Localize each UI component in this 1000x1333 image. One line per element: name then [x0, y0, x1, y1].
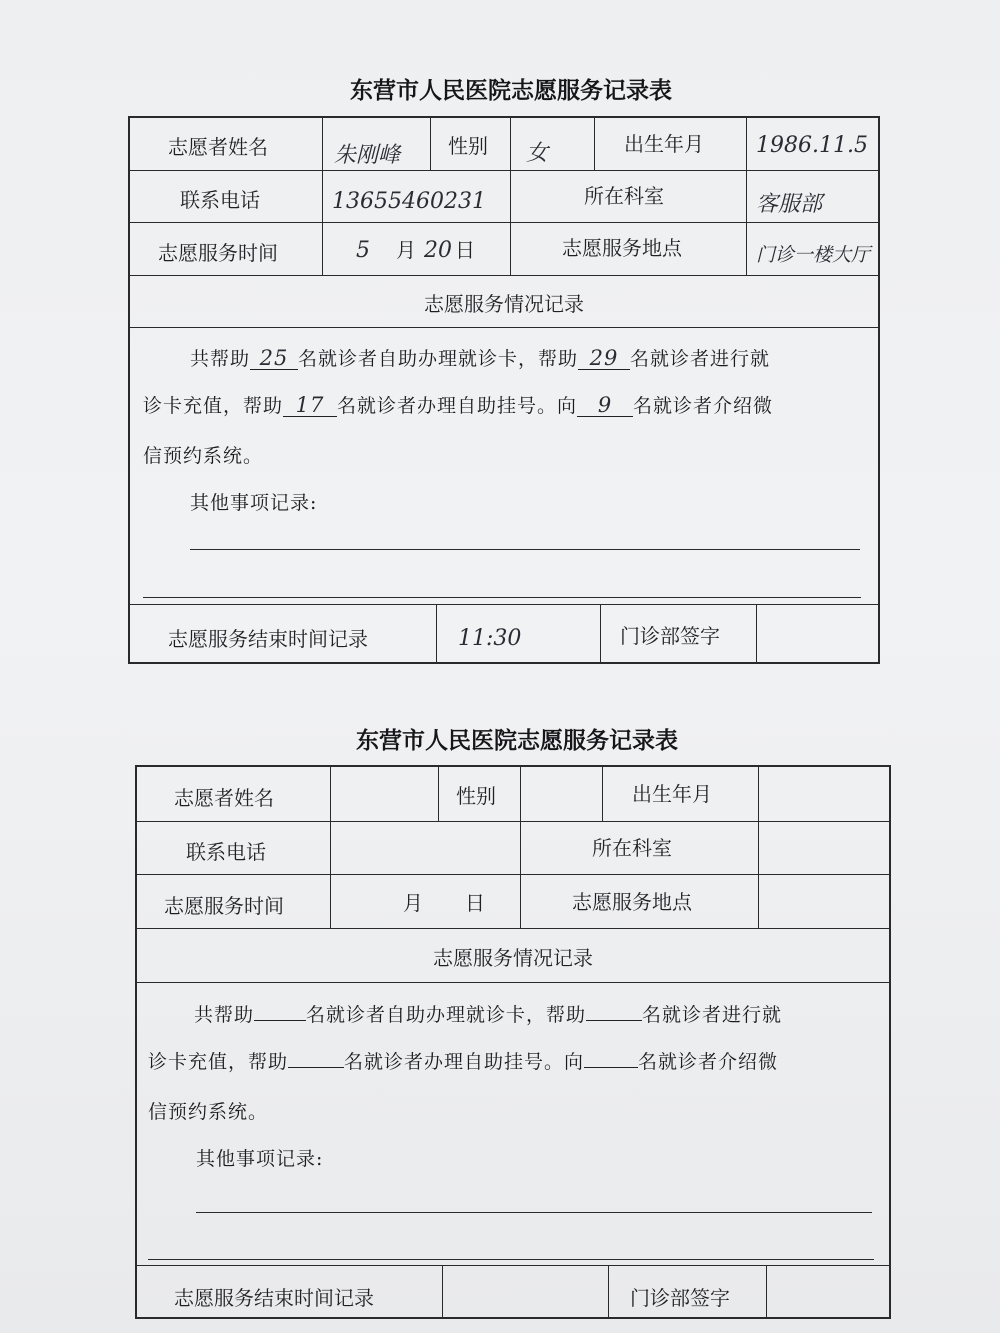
grid-line [756, 604, 757, 663]
label-day: 日 [455, 238, 475, 262]
grid-line [129, 604, 879, 605]
grid-line [136, 982, 890, 983]
value-service-place[interactable]: 门诊一楼大厅 [756, 244, 871, 266]
record-line-2 [143, 391, 773, 418]
grid-line [322, 117, 323, 275]
count-wechat-intro[interactable]: 9 [577, 394, 633, 417]
label-signature: 门诊部签字 [630, 1286, 730, 1310]
label-signature: 门诊部签字 [620, 624, 720, 648]
label-gender: 性别 [448, 134, 488, 158]
record-text: 名就诊者进行就 [630, 348, 771, 370]
grid-line [746, 117, 747, 275]
grid-line [430, 117, 431, 170]
other-notes-line-2[interactable] [148, 1259, 874, 1260]
record-line-3: 信预约系统。 [143, 445, 264, 467]
record-text: 名就诊者自助办理就诊卡，帮助 [298, 348, 579, 370]
label-service-time: 志愿服务时间 [158, 241, 278, 265]
value-gender[interactable]: 女 [526, 141, 549, 166]
count-card-recharge[interactable]: 29 [578, 347, 630, 370]
grid-line [600, 604, 601, 663]
other-notes-line-2[interactable] [143, 597, 861, 598]
record-text: 共帮助 [190, 348, 251, 370]
grid-line [442, 1265, 443, 1319]
label-birth-date: 出生年月 [632, 782, 712, 806]
record-line-2 [148, 1047, 778, 1074]
label-record-header: 志愿服务情况记录 [424, 292, 584, 316]
grid-line [136, 874, 890, 875]
grid-line [520, 766, 521, 928]
record-text: 共帮助 [194, 1004, 255, 1026]
count-card-recharge[interactable] [586, 1020, 642, 1021]
grid-line [129, 275, 879, 276]
form-title: 东营市人民医院志愿服务记录表 [350, 77, 672, 104]
value-day[interactable]: 20 [424, 238, 452, 263]
grid-line [758, 766, 759, 928]
grid-line [129, 170, 879, 171]
grid-line [436, 604, 437, 663]
other-notes-line-1[interactable] [196, 1212, 872, 1213]
grid-line [129, 222, 879, 223]
count-self-card[interactable]: 25 [250, 347, 298, 370]
label-record-header: 志愿服务情况记录 [433, 946, 593, 970]
grid-line [136, 821, 890, 822]
label-birth-date: 出生年月 [624, 132, 704, 156]
label-end-time: 志愿服务结束时间记录 [168, 627, 368, 651]
grid-line [438, 766, 439, 821]
label-other-notes: 其他事项记录: [190, 492, 318, 514]
label-end-time: 志愿服务结束时间记录 [174, 1286, 374, 1310]
value-end-time[interactable]: 11:30 [458, 626, 522, 651]
value-birth-date[interactable]: 1986.11.5 [756, 133, 868, 158]
label-volunteer-name: 志愿者姓名 [174, 786, 274, 810]
value-department[interactable]: 客服部 [756, 192, 823, 217]
form-title: 东营市人民医院志愿服务记录表 [356, 727, 678, 754]
label-other-notes: 其他事项记录: [196, 1148, 324, 1170]
count-self-register[interactable]: 17 [283, 394, 337, 417]
record-line-1 [190, 344, 770, 371]
label-month: 月 [403, 891, 423, 915]
label-month: 月 [396, 238, 416, 262]
value-month[interactable]: 5 [356, 238, 370, 263]
label-service-place: 志愿服务地点 [572, 890, 692, 914]
value-volunteer-name[interactable]: 朱刚峰 [334, 143, 401, 168]
record-text: 诊卡充值，帮助 [148, 1051, 289, 1073]
label-department: 所在科室 [592, 836, 672, 860]
grid-line [136, 1265, 890, 1266]
count-wechat-intro[interactable] [584, 1067, 638, 1068]
grid-line [602, 766, 603, 821]
count-self-register[interactable] [288, 1067, 344, 1068]
record-line-3: 信预约系统。 [148, 1101, 269, 1123]
record-text: 名就诊者办理自助挂号。向 [337, 395, 578, 417]
other-notes-line-1[interactable] [190, 549, 860, 550]
label-service-place: 志愿服务地点 [562, 236, 682, 260]
record-text: 名就诊者介绍微 [633, 395, 774, 417]
value-phone[interactable]: 13655460231 [332, 189, 486, 214]
count-self-card[interactable] [254, 1020, 306, 1021]
record-text: 名就诊者介绍微 [638, 1051, 779, 1073]
grid-line [766, 1265, 767, 1319]
grid-line [330, 766, 331, 928]
grid-line [129, 327, 879, 328]
label-day: 日 [465, 891, 485, 915]
record-text: 名就诊者自助办理就诊卡，帮助 [306, 1004, 587, 1026]
label-department: 所在科室 [584, 184, 664, 208]
grid-line [136, 928, 890, 929]
grid-line [594, 117, 595, 170]
record-text: 诊卡充值，帮助 [143, 395, 284, 417]
label-service-time: 志愿服务时间 [164, 894, 284, 918]
label-phone: 联系电话 [186, 840, 266, 864]
record-text: 名就诊者办理自助挂号。向 [344, 1051, 585, 1073]
label-gender: 性别 [456, 784, 496, 808]
label-phone: 联系电话 [180, 188, 260, 212]
grid-line [608, 1265, 609, 1319]
grid-line [510, 117, 511, 275]
label-volunteer-name: 志愿者姓名 [168, 135, 268, 159]
record-text: 名就诊者进行就 [642, 1004, 783, 1026]
record-line-1 [194, 1000, 782, 1027]
